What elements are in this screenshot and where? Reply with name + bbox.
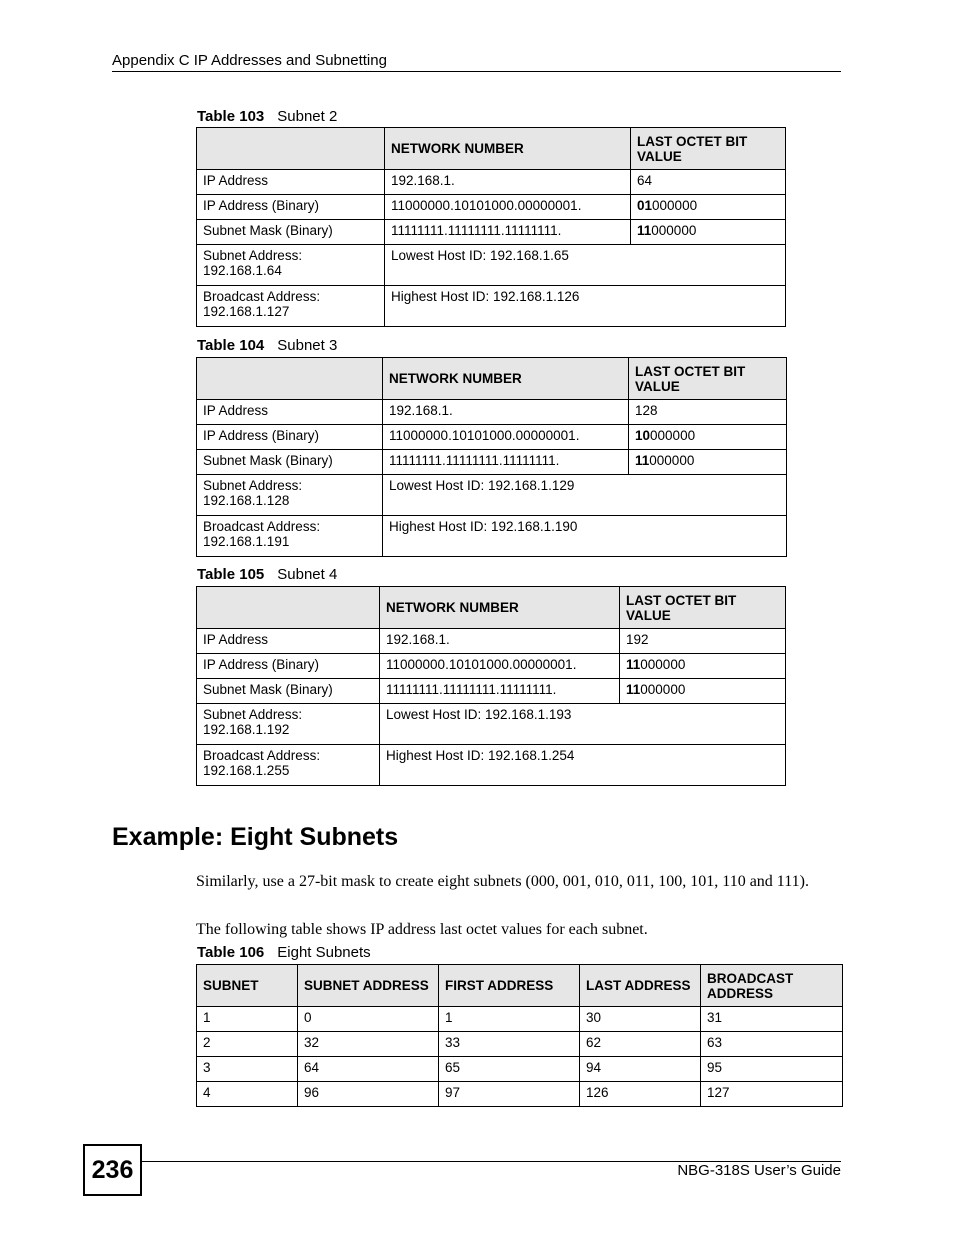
header-cell-empty: [197, 587, 380, 629]
row-label: IP Address: [197, 170, 385, 195]
network-value: 11000000.10101000.00000001.: [380, 654, 620, 679]
network-value: 192.168.1.: [380, 629, 620, 654]
highest-host-id: Highest Host ID: 192.168.1.190: [383, 516, 787, 557]
lowest-host-id: Lowest Host ID: 192.168.1.65: [385, 245, 786, 286]
table-row: [197, 1032, 843, 1057]
table-header-row: [197, 965, 843, 1007]
caption-number: Table 103: [197, 108, 265, 125]
octet-bold-bits: 11: [626, 657, 641, 672]
network-value: 11000000.10101000.00000001.: [383, 425, 629, 450]
table-106: [196, 964, 843, 1107]
octet-value: [629, 425, 787, 450]
table-cell: 95: [701, 1057, 843, 1082]
row-label: IP Address: [197, 629, 380, 654]
header-network-number: NETWORK NUMBER: [380, 587, 620, 629]
table-cell: 3: [197, 1057, 298, 1082]
table-105: [196, 586, 786, 786]
table-cell: 2: [197, 1032, 298, 1057]
header-last-octet: LAST OCTET BIT VALUE: [620, 587, 786, 629]
table-cell: 4: [197, 1082, 298, 1107]
octet-rest-bits: 128: [635, 403, 658, 418]
table-header-row: [197, 587, 786, 629]
header-cell-empty: [197, 358, 383, 400]
octet-value: [620, 629, 786, 654]
caption-title: Subnet 4: [277, 566, 338, 583]
table-cell: 62: [580, 1032, 701, 1057]
table-cell: 63: [701, 1032, 843, 1057]
table-cell: 94: [580, 1057, 701, 1082]
octet-bold-bits: 11: [626, 682, 641, 697]
octet-value: [629, 450, 787, 475]
caption-title: Subnet 3: [277, 337, 338, 354]
row-label: IP Address (Binary): [197, 425, 383, 450]
section-heading: Example: Eight Subnets: [112, 823, 399, 851]
caption-title: Eight Subnets: [277, 944, 371, 961]
highest-host-id: Highest Host ID: 192.168.1.254: [380, 745, 786, 786]
table-cell: 1: [197, 1007, 298, 1032]
header-network-number: NETWORK NUMBER: [383, 358, 629, 400]
table-row: [197, 654, 786, 679]
caption-number: Table 104: [197, 337, 265, 354]
table-cell: 126: [580, 1082, 701, 1107]
row-label: IP Address: [197, 400, 383, 425]
octet-rest-bits: 192: [626, 632, 649, 647]
subnet-address: Subnet Address: 192.168.1.128: [197, 475, 383, 516]
row-label: Subnet Mask (Binary): [197, 220, 385, 245]
octet-bold-bits: 01: [637, 198, 653, 213]
octet-rest-bits: 000000: [650, 428, 696, 443]
header-first-address: FIRST ADDRESS: [439, 965, 580, 1007]
table-header-row: [197, 128, 786, 170]
network-value: 11111111.11111111.11111111.: [380, 679, 620, 704]
table-104: [196, 357, 787, 557]
octet-value: [631, 220, 786, 245]
octet-bold-bits: 10: [635, 428, 651, 443]
octet-bold-bits: 11: [637, 223, 652, 238]
octet-value: [631, 170, 786, 195]
header-rule: [112, 71, 841, 72]
guide-title: NBG-318S User’s Guide: [677, 1162, 841, 1179]
row-label: Subnet Mask (Binary): [197, 450, 383, 475]
table-cell: 65: [439, 1057, 580, 1082]
table-header-row: [197, 358, 787, 400]
table-row: [197, 475, 787, 516]
octet-value: [620, 654, 786, 679]
network-value: 11000000.10101000.00000001.: [385, 195, 631, 220]
table-103: [196, 127, 786, 327]
highest-host-id: Highest Host ID: 192.168.1.126: [385, 286, 786, 327]
octet-rest-bits: 000000: [649, 453, 695, 468]
table-cell: 32: [298, 1032, 439, 1057]
table-105-caption: [197, 566, 337, 583]
table-row: [197, 245, 786, 286]
table-row: [197, 1057, 843, 1082]
broadcast-address: Broadcast Address: 192.168.1.191: [197, 516, 383, 557]
table-row: [197, 1082, 843, 1107]
table-103-caption: [197, 108, 337, 125]
table-row: [197, 220, 786, 245]
table-row: [197, 286, 786, 327]
table-row: [197, 450, 787, 475]
table-row: [197, 745, 786, 786]
octet-rest-bits: 000000: [640, 682, 686, 697]
network-value: 11111111.11111111.11111111.: [383, 450, 629, 475]
header-broadcast-address: BROADCAST ADDRESS: [701, 965, 843, 1007]
header-last-octet: LAST OCTET BIT VALUE: [629, 358, 787, 400]
octet-rest-bits: 000000: [652, 198, 698, 213]
table-row: [197, 425, 787, 450]
table-row: [197, 516, 787, 557]
caption-title: Subnet 2: [277, 108, 338, 125]
paragraph-eight-subnets: Similarly, use a 27-bit mask to create eight subnets (000, 001, 010, 011, 100, 101, 110 and 111).: [196, 873, 809, 890]
broadcast-address: Broadcast Address: 192.168.1.255: [197, 745, 380, 786]
table-row: [197, 679, 786, 704]
row-label: IP Address (Binary): [197, 195, 385, 220]
table-cell: 30: [580, 1007, 701, 1032]
octet-rest-bits: 64: [637, 173, 653, 188]
network-value: 11111111.11111111.11111111.: [385, 220, 631, 245]
table-row: [197, 1007, 843, 1032]
network-value: 192.168.1.: [385, 170, 631, 195]
table-cell: 33: [439, 1032, 580, 1057]
header-network-number: NETWORK NUMBER: [385, 128, 631, 170]
caption-number: Table 106: [197, 944, 265, 961]
network-value: 192.168.1.: [383, 400, 629, 425]
table-cell: 97: [439, 1082, 580, 1107]
subnet-address: Subnet Address: 192.168.1.64: [197, 245, 385, 286]
table-row: [197, 400, 787, 425]
table-row: [197, 704, 786, 745]
table-row: [197, 629, 786, 654]
octet-rest-bits: 000000: [640, 657, 686, 672]
lowest-host-id: Lowest Host ID: 192.168.1.129: [383, 475, 787, 516]
lowest-host-id: Lowest Host ID: 192.168.1.193: [380, 704, 786, 745]
row-label: IP Address (Binary): [197, 654, 380, 679]
header-cell-empty: [197, 128, 385, 170]
table-row: [197, 170, 786, 195]
table-cell: 127: [701, 1082, 843, 1107]
header-subnet: SUBNET: [197, 965, 298, 1007]
caption-number: Table 105: [197, 566, 265, 583]
octet-value: [629, 400, 787, 425]
header-last-address: LAST ADDRESS: [580, 965, 701, 1007]
table-cell: 64: [298, 1057, 439, 1082]
paragraph-table-intro: The following table shows IP address last octet values for each subnet.: [196, 921, 648, 938]
octet-bold-bits: 11: [635, 453, 650, 468]
broadcast-address: Broadcast Address: 192.168.1.127: [197, 286, 385, 327]
octet-value: [631, 195, 786, 220]
subnet-address: Subnet Address: 192.168.1.192: [197, 704, 380, 745]
table-row: [197, 195, 786, 220]
row-label: Subnet Mask (Binary): [197, 679, 380, 704]
table-cell: 31: [701, 1007, 843, 1032]
table-106-caption: [197, 944, 371, 961]
octet-value: [620, 679, 786, 704]
page-number: 236: [83, 1144, 142, 1196]
table-cell: 1: [439, 1007, 580, 1032]
table-cell: 0: [298, 1007, 439, 1032]
running-header: Appendix C IP Addresses and Subnetting: [112, 52, 387, 69]
header-subnet-address: SUBNET ADDRESS: [298, 965, 439, 1007]
header-last-octet: LAST OCTET BIT VALUE: [631, 128, 786, 170]
octet-rest-bits: 000000: [651, 223, 697, 238]
table-cell: 96: [298, 1082, 439, 1107]
table-104-caption: [197, 337, 337, 354]
